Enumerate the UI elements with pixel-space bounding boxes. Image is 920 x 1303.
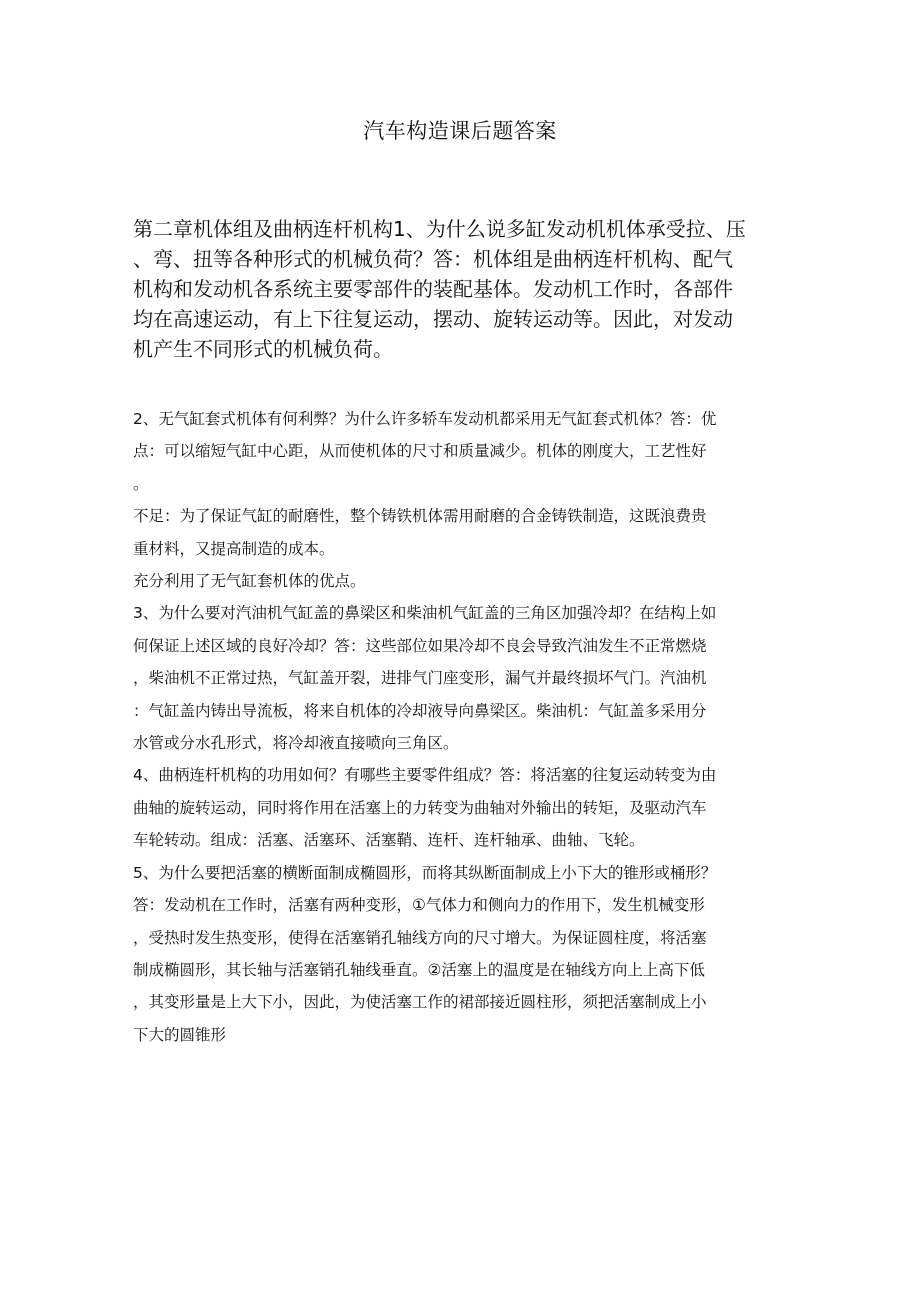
answer-paragraph-2: 2、无气缸套式机体有何利弊？为什么许多轿车发动机都采用无气缸套式机体？答：优 点：可以缩短气缸中心距，从而使机体的尺寸和质量减少。机体的刚度大，工艺性好 。 <box>133 410 717 493</box>
chapter-intro-paragraph: 第二章机体组及曲柄连杆机构1、为什么说多缸发动机机体承受拉、压 、弯、扭等各种形式的机械负荷？答：机体组是曲柄连杆机构、配气 机构和发动机各系统主要零部件的装配基体。发动机工作时，各部件 均在高速运动，有上下往复运动，摆动、旋转运动等。因此，对发动 机产生不同形式的机械负荷。 <box>133 217 746 361</box>
answer-paragraph-2-summary: 充分利用了无气缸套机体的优点。 <box>133 572 366 591</box>
answer-paragraph-3: 3、为什么要对汽油机气缸盖的鼻梁区和柴油机气缸盖的三角区加强冷却？在结构上如 何保证上述区域的良好冷却？答：这些部位如果冷却不良会导致汽油发生不正常燃烧 ，柴油机不正常过热，气缸盖开裂，进排气门座变形，漏气并最终损坏气门。汽油机 ：气缸盖内铸出导流板，将来自机体的冷却液导向鼻梁区。柴油机：气缸盖多采用分 水管或分水孔形式，将冷却液直接喷向三角区。 <box>133 604 717 753</box>
document-title: 汽车构造课后题答案 <box>363 119 557 143</box>
answer-paragraph-2-drawbacks: 不足：为了保证气缸的耐磨性，整个铸铁机体需用耐磨的合金铸铁制造，这既浪费贵 重材料，又提高制造的成本。 <box>133 507 707 558</box>
answer-paragraph-5: 5、为什么要把活塞的横断面制成椭圆形，而将其纵断面制成上小下大的锥形或桶形？ 答：发动机在工作时，活塞有两种变形，①气体力和侧向力的作用下，发生机械变形 ，受热时发生热变形，使得在活塞销孔轴线方向的尺寸增大。为保证圆柱度，将活塞 制成椭圆形，其长轴与活塞销孔轴线垂直。②活塞上的温度是在轴线方向上上高下低 ，其变形量是上大下小，因此，为使活塞工作的裙部接近圆柱形，须把活塞制成上小 下大的圆锥形 <box>133 863 717 1044</box>
answer-paragraph-4: 4、曲柄连杆机构的功用如何？有哪些主要零件组成？答：将活塞的往复运动转变为由 曲轴的旋转运动，同时将作用在活塞上的力转变为曲轴对外输出的转矩，及驱动汽车 车轮转动。组成：活塞、活塞环、活塞鞘、连杆、连杆轴承、曲轴、飞轮。 <box>133 766 717 850</box>
answer-body <box>133 403 783 1051</box>
